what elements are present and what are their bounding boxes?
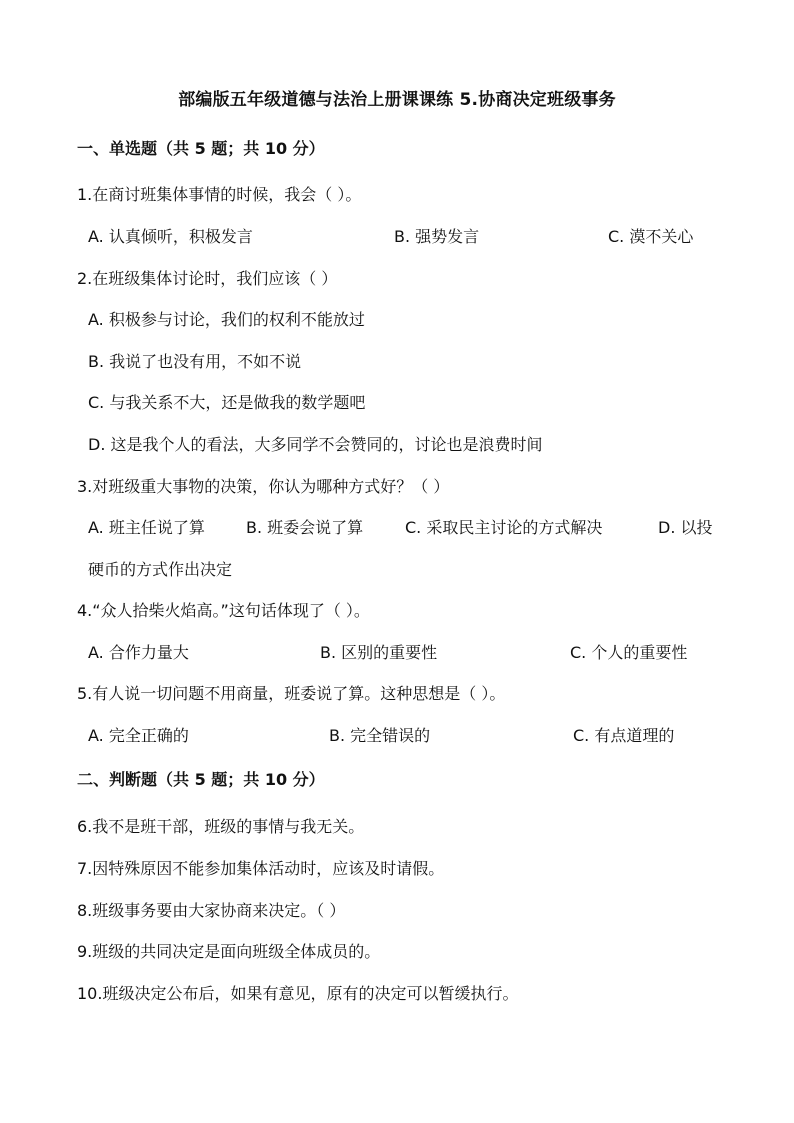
option-a: A. 完全正确的 xyxy=(88,726,189,745)
option-b: B. 完全错误的 xyxy=(329,726,431,745)
option-a: A. 积极参与讨论，我们的权利不能放过 xyxy=(88,310,365,329)
section-heading-single-choice: 一、单选题（共 5 题；共 10 分） xyxy=(77,139,325,158)
question-stem: 1.在商讨班集体事情的时候，我会（ ）。 xyxy=(77,185,362,204)
option-b: B. 区别的重要性 xyxy=(320,643,438,662)
worksheet-title: 部编版五年级道德与法治上册课课练 5.协商决定班级事务 xyxy=(178,90,616,110)
option-d-continuation: 硬币的方式作出决定 xyxy=(88,560,233,579)
option-a: A. 认真倾听，积极发言 xyxy=(88,227,253,246)
option-c: C. 漠不关心 xyxy=(608,227,694,246)
option-b: B. 我说了也没有用，不如不说 xyxy=(88,352,302,371)
option-b: B. 强势发言 xyxy=(394,227,480,246)
option-a: A. 合作力量大 xyxy=(88,643,189,662)
question-stem: 3.对班级重大事物的决策，你认为哪种方式好？（ ） xyxy=(77,477,450,496)
option-c: C. 个人的重要性 xyxy=(570,643,688,662)
question-stem: 5.有人说一切问题不用商量，班委说了算。这种思想是（ ）。 xyxy=(77,684,506,703)
option-d: D. 以投 xyxy=(658,518,713,537)
judgment-item: 6.我不是班干部，班级的事情与我无关。 xyxy=(77,817,365,836)
judgment-item: 8.班级事务要由大家协商来决定。（ ） xyxy=(77,901,346,920)
judgment-item: 9.班级的共同决定是面向班级全体成员的。 xyxy=(77,942,381,961)
option-c: C. 与我关系不大，还是做我的数学题吧 xyxy=(88,393,366,412)
option-b: B. 班委会说了算 xyxy=(246,518,364,537)
question-stem: 4.“众人拾柴火焰高。”这句话体现了（ ）。 xyxy=(77,601,370,620)
judgment-item: 10.班级决定公布后，如果有意见，原有的决定可以暂缓执行。 xyxy=(77,984,519,1003)
question-stem: 2.在班级集体讨论时，我们应该（ ） xyxy=(77,269,338,288)
section-heading-true-false: 二、判断题（共 5 题；共 10 分） xyxy=(77,770,325,789)
option-c: C. 采取民主讨论的方式解决 xyxy=(405,518,603,537)
option-d: D. 这是我个人的看法，大多同学不会赞同的，讨论也是浪费时间 xyxy=(88,435,543,454)
option-c: C. 有点道理的 xyxy=(573,726,675,745)
option-a: A. 班主任说了算 xyxy=(88,518,205,537)
judgment-item: 7.因特殊原因不能参加集体活动时，应该及时请假。 xyxy=(77,859,445,878)
